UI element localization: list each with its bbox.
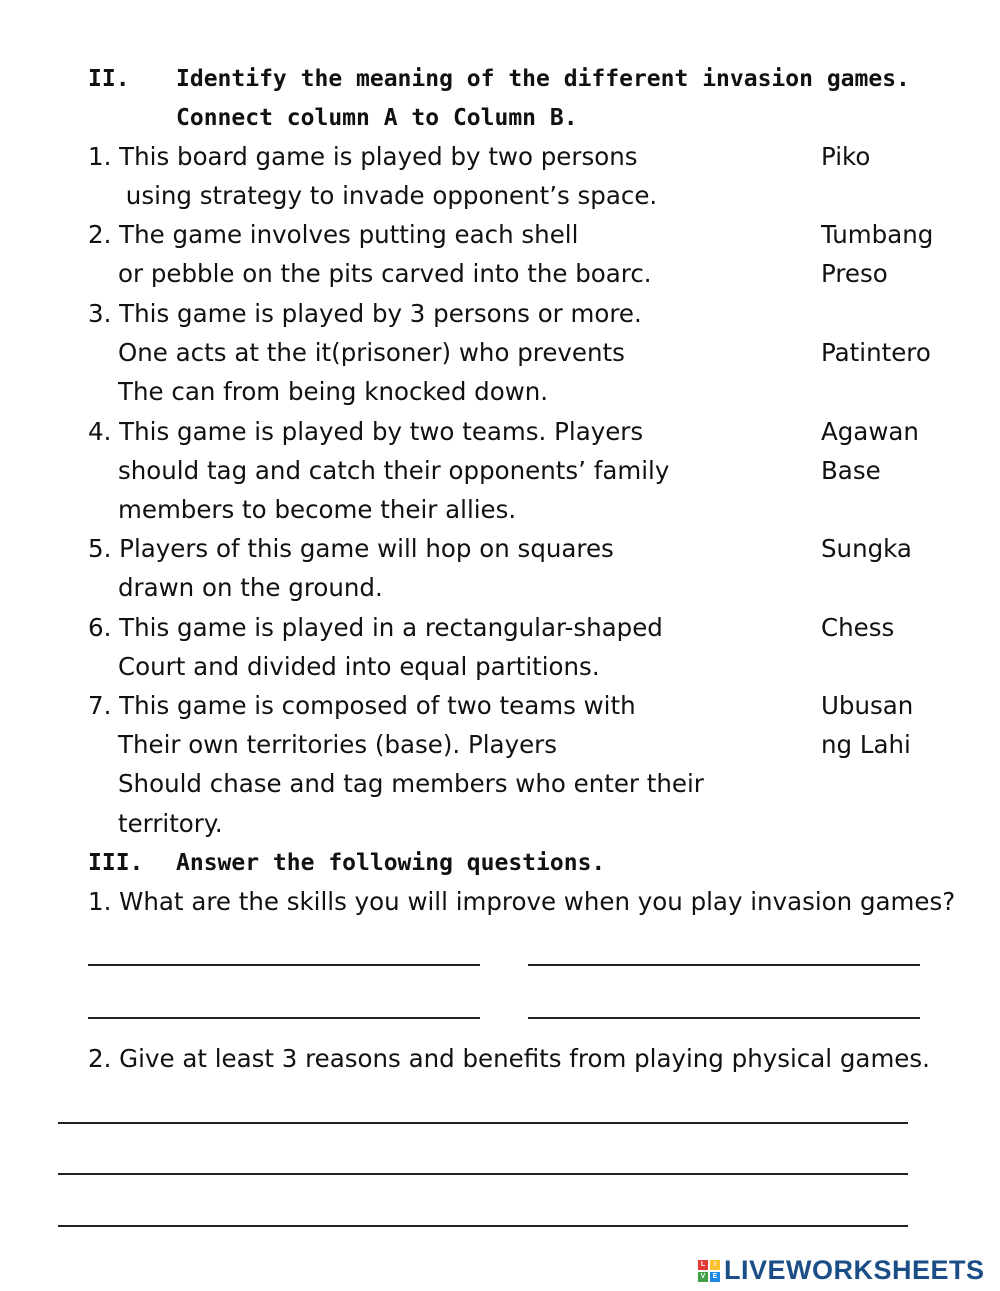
column-a-line: members to become their allies. (118, 495, 517, 524)
section-iii-numeral: III. (88, 850, 144, 876)
column-a-line: Court and divided into equal partitions. (118, 652, 600, 681)
column-b-item: ng Lahi (821, 730, 911, 759)
liveworksheets-wordmark: LIVEWORKSHEETS (724, 1255, 985, 1285)
section-iii-title: Answer the following questions. (176, 850, 606, 876)
column-b-item: Agawan (821, 417, 919, 446)
column-b-item: Base (821, 456, 881, 485)
column-a-line: 6. This game is played in a rectangular-shaped (88, 613, 663, 642)
column-a-line: One acts at the it(prisoner) who prevents (118, 338, 625, 367)
column-b-item: Patintero (821, 338, 931, 367)
liveworksheets-mark-icon (698, 1260, 720, 1282)
logo-square: E (710, 1272, 720, 1282)
logo-square: V (698, 1272, 708, 1282)
answer-blank-q1[interactable] (528, 1017, 920, 1019)
logo-square: I (710, 1260, 720, 1270)
column-b-item: Piko (821, 142, 871, 171)
section-ii-title-line1: Identify the meaning of the different invasion games. (176, 66, 910, 92)
logo-square: L (698, 1260, 708, 1270)
answer-blank-q1[interactable] (88, 964, 480, 966)
answer-blank-q2[interactable] (58, 1225, 908, 1227)
column-a-line: using strategy to invade opponent’s space. (118, 181, 658, 210)
liveworksheets-logo (698, 1255, 985, 1286)
column-a-line: or pebble on the pits carved into the boarc. (118, 259, 652, 288)
question-1: 1. What are the skills you will improve when you play invasion games? (88, 887, 956, 916)
column-a-line: drawn on the ground. (118, 573, 383, 602)
column-a-line: should tag and catch their opponents’ family (118, 456, 670, 485)
column-b-item: Ubusan (821, 691, 914, 720)
column-b-item: Tumbang (821, 220, 934, 249)
answer-blank-q2[interactable] (58, 1122, 908, 1124)
column-b-item: Preso (821, 259, 888, 288)
column-a-line: 3. This game is played by 3 persons or more. (88, 299, 642, 328)
answer-blank-q2[interactable] (58, 1173, 908, 1175)
column-a-line: The can from being knocked down. (118, 377, 549, 406)
column-a-line: 5. Players of this game will hop on squares (88, 534, 614, 563)
section-ii-numeral: II. (88, 66, 130, 92)
column-a-line: Their own territories (base). Players (118, 730, 557, 759)
section-ii-title-line2: Connect column A to Column B. (176, 105, 578, 131)
column-a-line: 2. The game involves putting each shell (88, 220, 579, 249)
column-a-line: Should chase and tag members who enter their (118, 769, 704, 798)
column-a-line: 7. This game is composed of two teams with (88, 691, 636, 720)
column-b-item: Chess (821, 613, 895, 642)
column-a-line: 1. This board game is played by two persons (88, 142, 638, 171)
column-b-item: Sungka (821, 534, 912, 563)
column-a-line: 4. This game is played by two teams. Players (88, 417, 644, 446)
column-a-line: territory. (118, 809, 223, 838)
answer-blank-q1[interactable] (528, 964, 920, 966)
answer-blank-q1[interactable] (88, 1017, 480, 1019)
question-2: 2. Give at least 3 reasons and benefits from playing physical games. (88, 1044, 930, 1073)
